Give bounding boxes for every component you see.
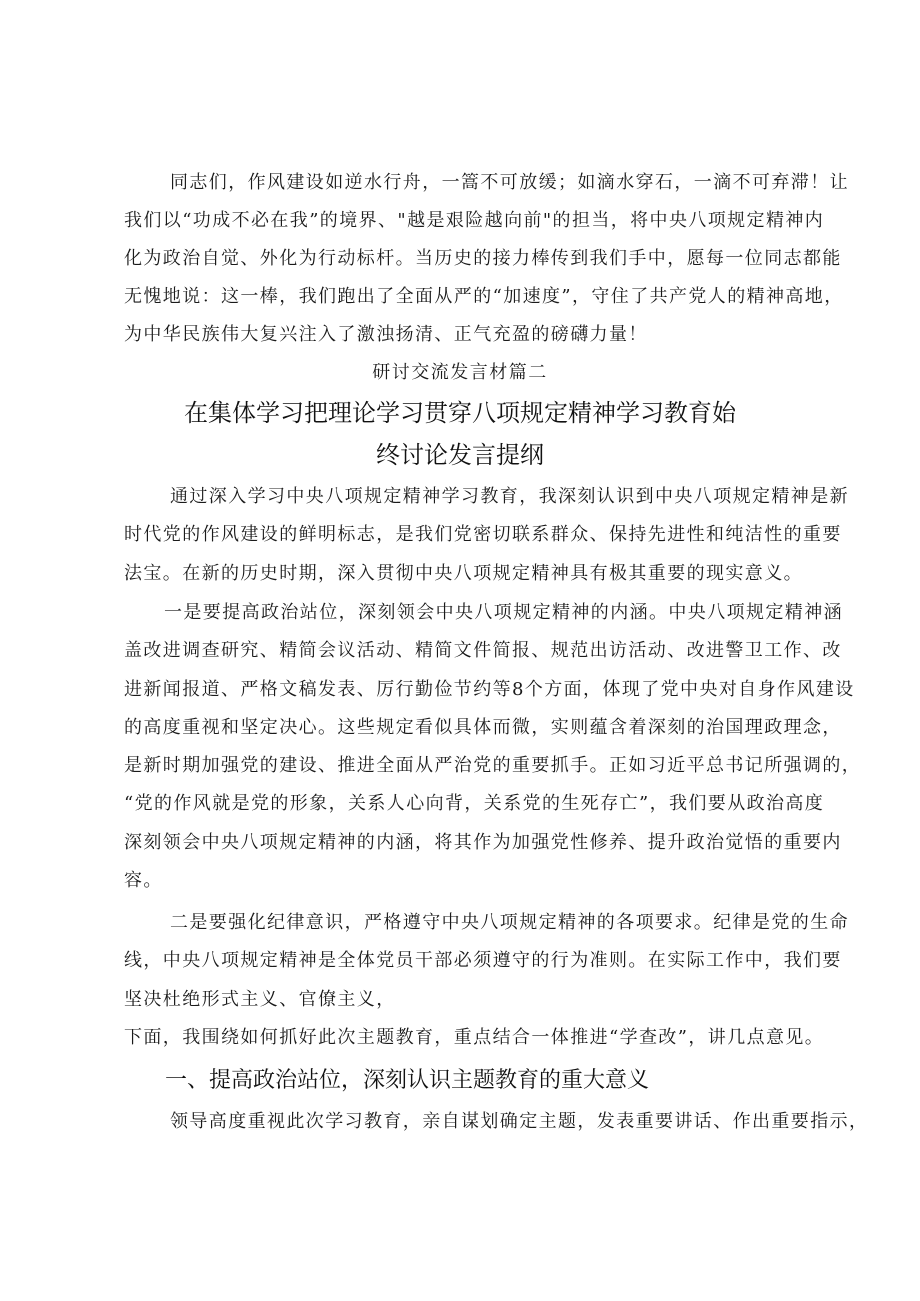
paragraph-line: 通过深入学习中央八项规定精神学习教育，我深刻认识到中央八项规定精神是新	[170, 486, 849, 507]
paragraph-line: “党的作风就是党的形象，关系人心向背，关系党的生死存亡”，我们要从政治高度	[124, 793, 825, 814]
paragraph-line: 我们以“功成不必在我”的境界、"越是艰险越向前"的担当，将中央八项规定精神内	[124, 210, 825, 231]
paragraph-line: 深刻领会中央八项规定精神的内涵，将其作为加强党性修养、提升政治觉悟的重要内	[124, 832, 842, 853]
transition-paragraph: 下面，我围绕如何抓好此次主题教育，重点结合一体推进“学查改”，讲几点意见。	[124, 1027, 825, 1048]
paragraph-line: 盖改进调查研究、精简会议活动、精简文件简报、规范出访活动、改进警卫工作、改	[124, 640, 842, 661]
paragraph-line: 坚决杜绝形式主义、官僚主义，	[124, 989, 396, 1010]
paragraph-line: 时代党的作风建设的鲜明标志，是我们党密切联系群众、保持先进性和纯洁性的重要	[124, 524, 842, 545]
paragraph-line: 容。	[124, 870, 163, 891]
paragraph-line: 是新时期加强党的建设、推进全面从严治党的重要抓手。正如习近平总书记所强调的，	[124, 755, 862, 776]
paragraph-line: 线，中央八项规定精神是全体党员干部必须遵守的行为准则。在实际工作中，我们要	[124, 950, 842, 971]
paragraph-line: 的高度重视和坚定决心。这些规定看似具体而微，实则蕴含着深刻的治国理政理念，	[124, 717, 842, 738]
section-heading: 一、提高政治站位，深刻认识主题教育的重大意义	[165, 1068, 650, 1093]
paragraph-line: 进新闻报道、严格文稿发表、厉行勤俭节约等8个方面，体现了党中央对自身作风建设	[124, 679, 855, 700]
paragraph-line: 一是要提高政治站位，深刻领会中央八项规定精神的内涵。中央八项规定精神涵	[164, 602, 843, 623]
paragraph-line: 领导高度重视此次学习教育，亲自谋划确定主题，发表重要讲话、作出重要指示，	[170, 1111, 869, 1132]
paragraph-line: 为中华民族伟大复兴注入了激浊扬清、正气充盈的磅礴力量！	[124, 324, 648, 345]
paragraph-line: 二是要强化纪律意识，严格遵守中央八项规定精神的各项要求。纪律是党的生命	[170, 912, 849, 933]
paragraph-line: 法宝。在新的历史时期，深入贯彻中央八项规定精神具有极其重要的现实意义。	[124, 563, 803, 584]
section-title: 研讨交流发言材篇二	[372, 362, 548, 383]
paragraph-line: 化为政治自觉、外化为行动标杆。当历史的接力棒传到我们手中，愿每一位同志都能	[124, 248, 842, 269]
main-title-line: 在集体学习把理论学习贯穿八项规定精神学习教育始	[184, 399, 736, 427]
paragraph-line: 无愧地说：这一棒，我们跑出了全面从严的“加速度”，守住了共产党人的精神高地，	[124, 286, 844, 307]
main-title-line: 终讨论发言提纲	[376, 441, 544, 469]
paragraph-line: 同志们，作风建设如逆水行舟，一篙不可放缓；如滴水穿石，一滴不可弃滞！让	[170, 172, 849, 193]
